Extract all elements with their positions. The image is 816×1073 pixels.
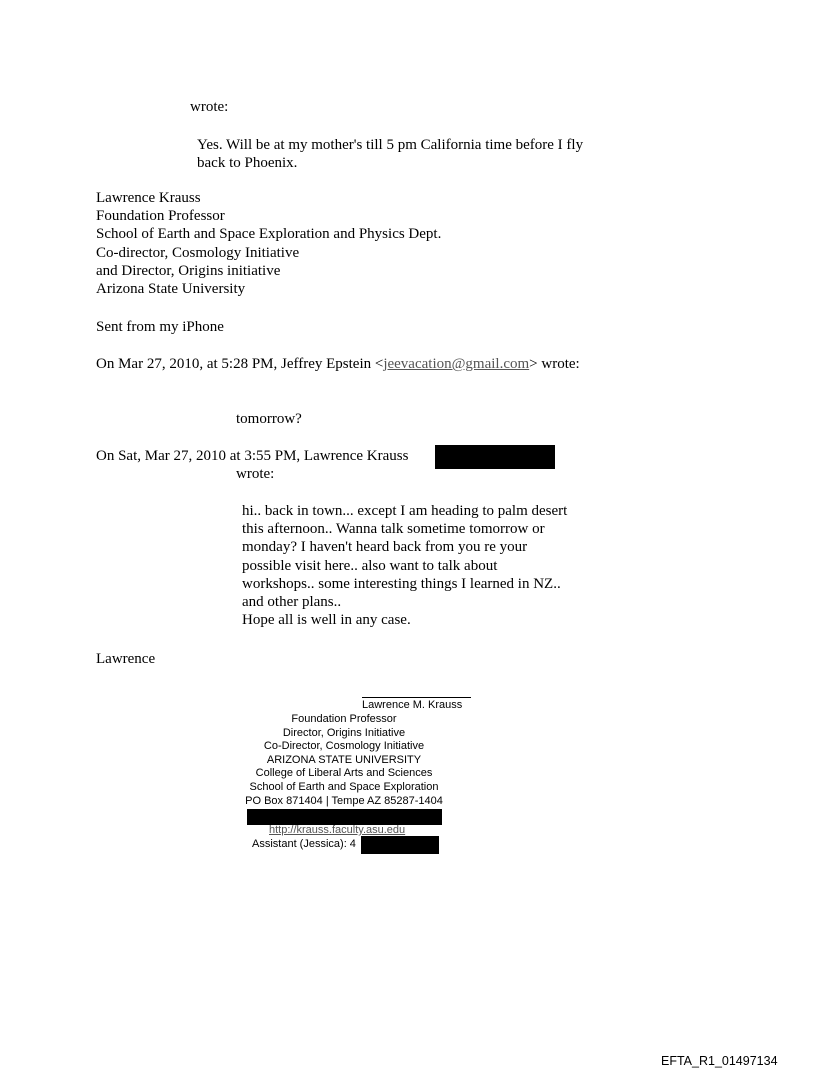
formal-signature-line: School of Earth and Space Exploration bbox=[249, 780, 439, 793]
krauss-reply-header-prefix: On Sat, Mar 27, 2010 at 3:55 PM, Lawrence Krauss bbox=[96, 448, 409, 464]
message-line: Hope all is well in any case. bbox=[242, 612, 411, 629]
document-id: EFTA_R1_01497134 bbox=[661, 1054, 778, 1068]
url-link[interactable]: http://krauss.faculty.asu.edu bbox=[269, 824, 406, 836]
message-line: and other plans.. bbox=[242, 594, 342, 611]
signature-line: Arizona State University bbox=[96, 281, 246, 298]
sent-from-iphone: Sent from my iPhone bbox=[96, 319, 224, 335]
signature-line: and Director, Origins initiative bbox=[96, 262, 281, 279]
signature-line: Lawrence Krauss bbox=[96, 190, 201, 206]
signature-name: Lawrence M. Krauss bbox=[362, 699, 463, 711]
formal-signature-line: ARIZONA STATE UNIVERSITY bbox=[266, 753, 422, 766]
message-line: possible visit here.. also want to talk about bbox=[242, 557, 498, 574]
signature-line: School of Earth and Space Exploration and Physics Dept. bbox=[96, 226, 442, 243]
formal-signature-block bbox=[220, 713, 468, 808]
assistant-label: Assistant (Jessica): 4 bbox=[252, 838, 356, 850]
email-link[interactable]: jeevacation@gmail.com bbox=[383, 356, 530, 372]
signature-rule bbox=[362, 697, 471, 698]
epstein-message-body: tomorrow? bbox=[236, 411, 302, 427]
quoted-reply-line: back to Phoenix. bbox=[197, 155, 298, 172]
header-prefix: On Mar 27, 2010, at 5:28 PM, Jeffrey Epstein < bbox=[96, 356, 384, 372]
krauss-message-body bbox=[242, 502, 567, 629]
signature-block bbox=[96, 189, 441, 298]
redaction-bar bbox=[435, 445, 555, 469]
formal-signature-line: Foundation Professor bbox=[291, 713, 397, 725]
krauss-reply-header-wrote: wrote: bbox=[236, 466, 275, 482]
epstein-reply-header bbox=[96, 355, 580, 373]
quoted-wrote-tail: wrote: bbox=[190, 99, 229, 115]
redaction-bar bbox=[247, 809, 442, 825]
formal-signature-line: PO Box 871404 | Tempe AZ 85287-1404 bbox=[245, 794, 443, 807]
message-line: workshops.. some interesting things I learned in NZ.. bbox=[242, 575, 561, 592]
formal-signature-line: Co-Director, Cosmology Initiative bbox=[263, 740, 425, 753]
signature-line: Co-director, Cosmology Initiative bbox=[96, 244, 300, 261]
quoted-reply bbox=[197, 136, 583, 172]
message-line: hi.. back in town... except I am heading to palm desert bbox=[242, 503, 568, 519]
message-line: this afternoon.. Wanna talk sometime tomorrow or bbox=[242, 521, 545, 538]
closing-name: Lawrence bbox=[96, 651, 156, 667]
redaction-bar bbox=[361, 836, 439, 854]
formal-signature-line: College of Liberal Arts and Sciences bbox=[255, 767, 433, 780]
quoted-reply-line: Yes. Will be at my mother's till 5 pm California time before I fly bbox=[197, 137, 584, 153]
header-suffix: > wrote: bbox=[529, 356, 580, 372]
message-line: monday? I haven't heard back from you re your bbox=[242, 539, 528, 556]
signature-line: Foundation Professor bbox=[96, 208, 225, 225]
formal-signature-line: Director, Origins Initiative bbox=[282, 726, 406, 739]
